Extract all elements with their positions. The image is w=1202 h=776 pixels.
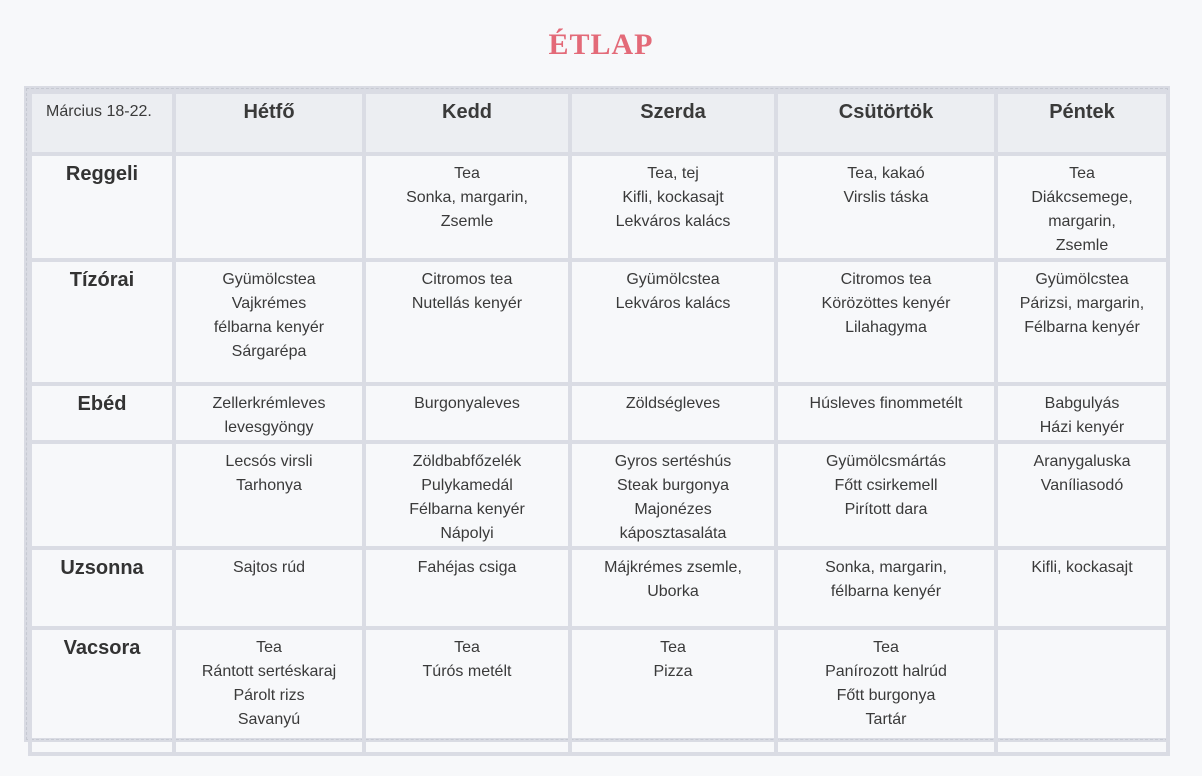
menu-item: Zöldségleves <box>625 395 721 412</box>
menu-cell <box>364 260 570 384</box>
menu-item: Kifli, kockasajt <box>622 189 724 206</box>
menu-table <box>28 90 1170 756</box>
menu-item: Tea <box>1069 165 1095 182</box>
menu-item: Gyümölcstea <box>626 271 720 288</box>
menu-cell <box>996 548 1168 628</box>
menu-item: Steak burgonya <box>616 477 730 494</box>
menu-item: Gyros sertéshús <box>614 453 732 470</box>
meal-label: Reggeli <box>30 154 174 260</box>
meal-row <box>30 442 1168 548</box>
menu-cell <box>174 628 364 754</box>
menu-item: Tea <box>454 165 480 182</box>
menu-item: Pizza <box>653 663 693 680</box>
menu-item: Fahéjas csiga <box>417 559 517 576</box>
meal-row <box>30 260 1168 384</box>
menu-item: Lekváros kalács <box>615 213 731 230</box>
menu-item: Húsleves finommetélt <box>809 395 963 412</box>
menu-item: Tea, tej <box>647 165 699 182</box>
menu-item: Lecsós virsli <box>225 453 313 470</box>
day-header: Kedd <box>364 92 570 154</box>
menu-cell <box>174 384 364 442</box>
menu-item: Tea <box>454 639 480 656</box>
day-header: Szerda <box>570 92 776 154</box>
menu-item: Sonka, margarin, <box>825 559 947 576</box>
day-header: Péntek <box>996 92 1168 154</box>
menu-cell <box>996 260 1168 384</box>
menu-item: Rántott sertéskaraj <box>201 663 337 680</box>
menu-item: Virslis táska <box>843 189 929 206</box>
menu-item: Párizsi, margarin, <box>1019 295 1145 312</box>
menu-item: Tea <box>256 639 282 656</box>
menu-cell <box>364 548 570 628</box>
menu-item: Májkrémes zsemle, <box>604 559 742 576</box>
menu-item: Panírozott halrúd <box>825 663 947 680</box>
menu-item: Majonézes <box>634 501 712 518</box>
menu-item: Burgonyaleves <box>414 395 520 412</box>
menu-item: Lilahagyma <box>845 319 927 336</box>
menu-item: Citromos tea <box>840 271 932 288</box>
menu-item: Lekváros kalács <box>615 295 731 312</box>
menu-item: Vajkrémes <box>231 295 307 312</box>
menu-cell <box>776 154 996 260</box>
menu-item: Túrós metélt <box>422 663 512 680</box>
menu-item: káposztasaláta <box>619 525 727 542</box>
menu-item: Tea, kakaó <box>847 165 925 182</box>
menu-cell <box>776 260 996 384</box>
menu-cell <box>570 548 776 628</box>
menu-item: Gyümölcsmártás <box>825 453 947 470</box>
menu-item: Félbarna kenyér <box>409 501 525 518</box>
meal-label <box>30 442 174 548</box>
menu-item: Házi kenyér <box>1039 419 1125 436</box>
menu-cell <box>570 384 776 442</box>
day-header: Hétfő <box>174 92 364 154</box>
menu-body <box>30 154 1168 754</box>
menu-item: Diákcsemege, <box>1031 189 1133 206</box>
menu-item: Babgulyás <box>1044 395 1120 412</box>
menu-item: Zsemle <box>440 213 494 230</box>
period-label: Március 18-22. <box>30 92 174 154</box>
menu-item: Vaníliasodó <box>1040 477 1124 494</box>
menu-item: Zellerkrémleves <box>212 395 326 412</box>
meal-label: Vacsora <box>30 628 174 754</box>
menu-cell <box>776 548 996 628</box>
menu-item: Uborka <box>647 583 699 600</box>
menu-item: Tartár <box>865 711 907 728</box>
menu-cell <box>776 442 996 548</box>
menu-cell <box>570 442 776 548</box>
menu-item: levesgyöngy <box>224 419 314 436</box>
menu-cell <box>364 442 570 548</box>
menu-cell <box>570 260 776 384</box>
menu-item: félbarna kenyér <box>830 583 942 600</box>
menu-item: Kifli, kockasajt <box>1031 559 1133 576</box>
header-row <box>30 92 1168 154</box>
menu-cell <box>996 384 1168 442</box>
menu-cell <box>996 628 1168 754</box>
menu-item: Félbarna kenyér <box>1024 319 1140 336</box>
menu-item: Citromos tea <box>421 271 513 288</box>
menu-item: Körözöttes kenyér <box>821 295 951 312</box>
meal-row <box>30 384 1168 442</box>
meal-label: Ebéd <box>30 384 174 442</box>
menu-item: Gyümölcstea <box>1035 271 1129 288</box>
menu-item: Zöldbabfőzelék <box>412 453 522 470</box>
menu-cell <box>996 442 1168 548</box>
meal-row <box>30 548 1168 628</box>
menu-item: Főtt burgonya <box>836 687 936 704</box>
menu-cell <box>776 628 996 754</box>
menu-item: Nápolyi <box>440 525 494 542</box>
menu-item: Sárgarépa <box>231 343 307 360</box>
meal-row <box>30 154 1168 260</box>
menu-item: Pulykamedál <box>421 477 513 494</box>
menu-item: margarin, <box>1048 213 1116 230</box>
menu-item: Aranygaluska <box>1033 453 1131 470</box>
menu-item: Tarhonya <box>236 477 302 494</box>
menu-item: Tea <box>873 639 899 656</box>
menu-item: Sonka, margarin, <box>406 189 528 206</box>
menu-cell <box>174 442 364 548</box>
menu-item: Főtt csirkemell <box>834 477 938 494</box>
menu-cell <box>174 154 364 260</box>
meal-label: Uzsonna <box>30 548 174 628</box>
menu-item: Gyümölcstea <box>222 271 316 288</box>
menu-cell <box>776 384 996 442</box>
menu-cell <box>174 548 364 628</box>
menu-item: félbarna kenyér <box>213 319 325 336</box>
menu-item: Pirított dara <box>844 501 928 518</box>
day-header: Csütörtök <box>776 92 996 154</box>
meal-row <box>30 628 1168 754</box>
menu-cell <box>364 628 570 754</box>
menu-item: Tea <box>660 639 686 656</box>
menu-item: Zsemle <box>1055 237 1109 254</box>
menu-cell <box>996 154 1168 260</box>
menu-item: Sajtos rúd <box>232 559 306 576</box>
menu-item: Párolt rizs <box>233 687 305 704</box>
page-title: ÉTLAP <box>548 28 654 61</box>
menu-cell <box>174 260 364 384</box>
menu-cell <box>570 154 776 260</box>
menu-item: Savanyú <box>237 711 301 728</box>
menu-item: Nutellás kenyér <box>411 295 523 312</box>
menu-cell <box>364 384 570 442</box>
menu-cell <box>570 628 776 754</box>
menu-cell <box>364 154 570 260</box>
meal-label: Tízórai <box>30 260 174 384</box>
